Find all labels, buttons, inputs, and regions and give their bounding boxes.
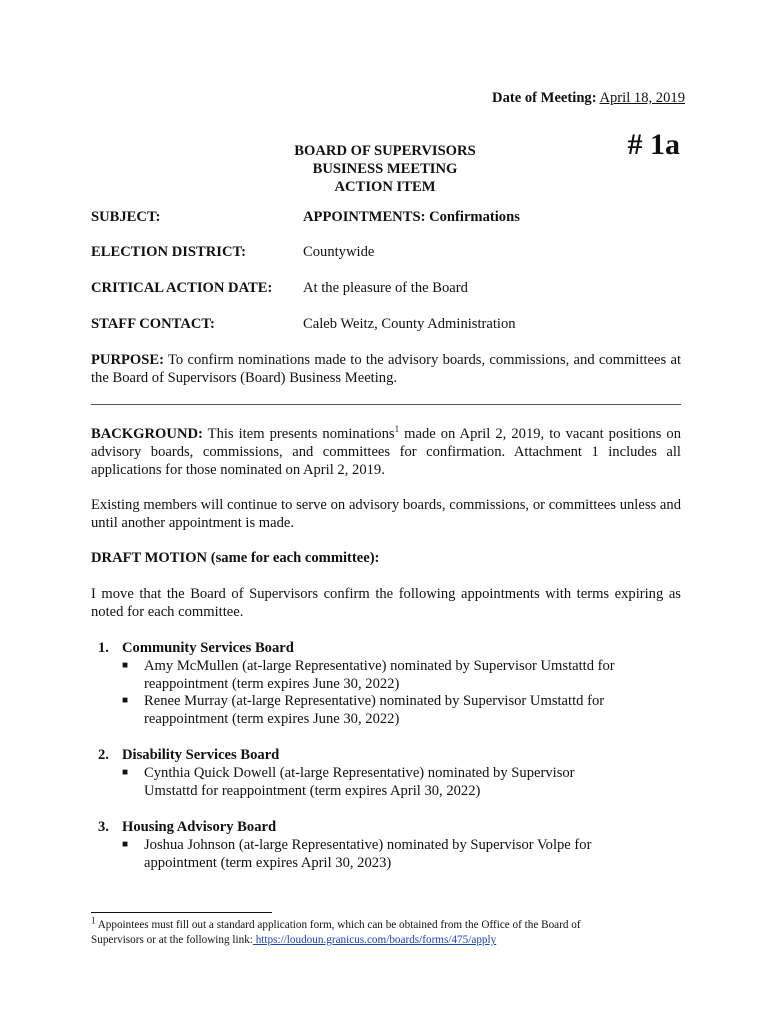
- header-line-action: ACTION ITEM: [334, 179, 436, 195]
- purpose-label: PURPOSE:: [91, 352, 164, 368]
- critical-date-value: At the pleasure of the Board: [303, 280, 468, 296]
- draft-motion-text: I move that the Board of Supervisors confirm the following appointments with terms expiring as noted for each committee.: [91, 586, 681, 620]
- meeting-date: Date of Meeting: April 18, 2019: [492, 90, 685, 106]
- bullet-icon: ■: [122, 839, 129, 850]
- committee-number: 1.: [98, 640, 109, 656]
- committee-number: 2.: [98, 747, 109, 763]
- committee-name: Community Services Board: [122, 640, 294, 656]
- nominee-line: reappointment (term expires June 30, 2022): [144, 676, 400, 692]
- background-text-after: made on April 2, 2019, to vacant positions on advisory boards, commissions, and committees for confirmation. Attachment 1 includes all applications for those nominated on April 2, 2019.: [91, 426, 682, 478]
- footnote-text: Appointees must fill out a standard application form, which can be obtained from the Office of the Board of: [97, 919, 581, 931]
- footnote-text-continued: Supervisors or at the following link:: [91, 934, 253, 946]
- footnote-divider: [91, 912, 272, 913]
- footnote-line-2: [91, 933, 681, 948]
- district-label: ELECTION DISTRICT:: [91, 244, 247, 260]
- footnote-line-1: [91, 915, 681, 933]
- draft-motion-heading: DRAFT MOTION (same for each committee):: [91, 550, 380, 566]
- background-text-before: This item presents nominations: [207, 426, 395, 442]
- background-label: BACKGROUND:: [91, 426, 203, 442]
- bullet-icon: ■: [122, 767, 129, 778]
- staff-contact-label: STAFF CONTACT:: [91, 316, 215, 332]
- footnote-marker: 1: [91, 915, 96, 926]
- nominee-line: appointment (term expires April 30, 2023): [144, 855, 392, 871]
- district-value: Countywide: [303, 244, 375, 260]
- item-number: # 1a: [627, 128, 680, 161]
- nominee-line: Amy McMullen (at-large Representative) nominated by Supervisor Umstattd for: [144, 658, 615, 674]
- critical-date-label: CRITICAL ACTION DATE:: [91, 280, 273, 296]
- nominee-line: reappointment (term expires June 30, 2022): [144, 711, 400, 727]
- existing-members-paragraph: Existing members will continue to serve on advisory boards, commissions, or committees unless and until another appointment is made.: [91, 497, 681, 531]
- header-line-board: BOARD OF SUPERVISORS: [294, 143, 476, 159]
- committee-name: Disability Services Board: [122, 747, 280, 763]
- committee-number: 3.: [98, 819, 109, 835]
- purpose-paragraph: [91, 351, 681, 387]
- application-form-link[interactable]: https://loudoun.granicus.com/boards/forms/475/apply: [252, 934, 497, 946]
- bullet-icon: ■: [122, 695, 129, 706]
- background-paragraph: [91, 425, 681, 479]
- nominee-line: Umstattd for reappointment (term expires April 30, 2022): [144, 783, 481, 799]
- meeting-date-label: Date of Meeting: [492, 90, 592, 106]
- section-divider: [91, 404, 681, 405]
- nominee-line: Cynthia Quick Dowell (at-large Representative) nominated by Supervisor: [144, 765, 575, 781]
- nominee-line: Joshua Johnson (at-large Representative) nominated by Supervisor Volpe for: [144, 837, 592, 853]
- meeting-date-value: April 18, 2019: [599, 90, 685, 106]
- nominee-line: Renee Murray (at-large Representative) nominated by Supervisor Umstattd for: [144, 693, 605, 709]
- subject-value: APPOINTMENTS: Confirmations: [303, 209, 520, 225]
- header-line-meeting: BUSINESS MEETING: [312, 161, 458, 177]
- footnote-reference: 1: [394, 424, 400, 435]
- staff-contact-value: Caleb Weitz, County Administration: [303, 316, 516, 332]
- subject-label: SUBJECT:: [91, 209, 161, 225]
- bullet-icon: ■: [122, 660, 129, 671]
- purpose-text: To confirm nominations made to the advisory boards, commissions, and committees at the Board of Supervisors (Board) Business Meeting.: [91, 352, 681, 386]
- footnote: [91, 915, 681, 948]
- committee-name: Housing Advisory Board: [122, 819, 277, 835]
